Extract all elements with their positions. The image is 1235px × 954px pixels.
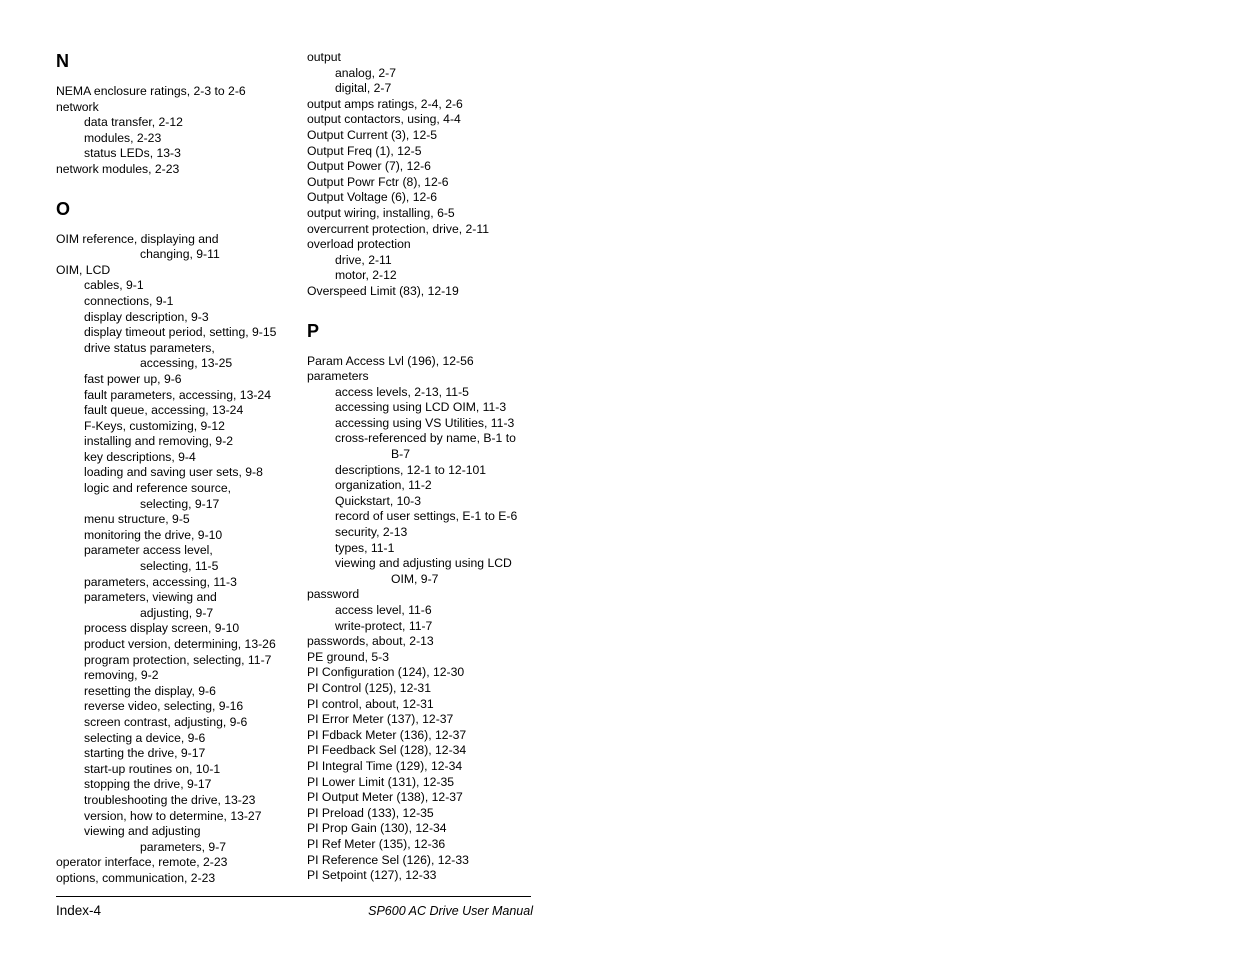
index-subentry: monitoring the drive, 9-10 xyxy=(84,527,223,542)
index-subentry: program protection, selecting, 11-7 xyxy=(84,652,272,667)
index-subentry: Quickstart, 10-3 xyxy=(335,493,422,508)
index-entry: OIM reference, displaying and xyxy=(56,231,219,246)
index-column-left xyxy=(56,50,296,887)
index-entry-continuation: accessing, 13-25 xyxy=(140,356,233,371)
index-entry: PI Ref Meter (135), 12-36 xyxy=(307,836,446,851)
index-subentry: analog, 2-7 xyxy=(335,65,396,80)
index-subentry: modules, 2-23 xyxy=(84,130,162,145)
index-subentry: record of user settings, E-1 to E-6 xyxy=(335,509,518,524)
index-entry: Output Power (7), 12-6 xyxy=(307,159,431,174)
index-entry-continuation: OIM, 9-7 xyxy=(391,571,439,586)
index-entry: overcurrent protection, drive, 2-11 xyxy=(307,221,489,236)
index-subentry: cables, 9-1 xyxy=(84,278,144,293)
page-number: Index-4 xyxy=(56,903,102,918)
index-subentry: organization, 11-2 xyxy=(335,478,432,493)
index-entry: output contactors, using, 4-4 xyxy=(307,112,461,127)
index-subentry: menu structure, 9-5 xyxy=(84,512,190,527)
index-subentry: troubleshooting the drive, 13-23 xyxy=(84,792,256,807)
index-entry: PI Configuration (124), 12-30 xyxy=(307,665,465,680)
index-entry: PI Output Meter (138), 12-37 xyxy=(307,790,463,805)
index-entry-continuation: adjusting, 9-7 xyxy=(140,605,214,620)
index-subentry: display description, 9-3 xyxy=(84,309,209,324)
index-entry: passwords, about, 2-13 xyxy=(307,634,434,649)
index-entry: output xyxy=(307,50,341,64)
index-subentry: accessing using LCD OIM, 11-3 xyxy=(335,400,507,415)
index-subentry: version, how to determine, 13-27 xyxy=(84,808,262,823)
index-subentry: accessing using VS Utilities, 11-3 xyxy=(335,415,515,430)
index-subentry: process display screen, 9-10 xyxy=(84,621,240,636)
index-subentry: security, 2-13 xyxy=(335,525,408,540)
index-subentry: loading and saving user sets, 9-8 xyxy=(84,465,263,480)
index-entry: password xyxy=(307,587,360,602)
index-entry: PI Fdback Meter (136), 12-37 xyxy=(307,727,467,742)
index-entry: PI Setpoint (127), 12-33 xyxy=(307,868,437,883)
index-subentry: status LEDs, 13-3 xyxy=(84,146,181,161)
index-subentry: logic and reference source, xyxy=(84,481,232,496)
index-subentry: parameters, viewing and xyxy=(84,590,217,605)
index-entry: PI Prop Gain (130), 12-34 xyxy=(307,821,447,836)
index-entry-continuation: B-7 xyxy=(391,447,410,462)
index-subentry: viewing and adjusting using LCD xyxy=(335,556,512,571)
index-subentry: display timeout period, setting, 9-15 xyxy=(84,325,277,340)
index-entry: operator interface, remote, 2-23 xyxy=(56,855,228,870)
index-subentry: parameter access level, xyxy=(84,543,213,558)
index-entry: Param Access Lvl (196), 12-56 xyxy=(307,353,474,368)
index-entry: network xyxy=(56,99,99,114)
index-subentry: cross-referenced by name, B-1 to xyxy=(335,431,516,446)
section-letter-p: P xyxy=(307,320,320,341)
index-entry: PI control, about, 12-31 xyxy=(307,696,434,711)
index-entry-continuation: selecting, 11-5 xyxy=(140,559,219,574)
index-entry-continuation: changing, 9-11 xyxy=(140,247,220,262)
index-subentry: viewing and adjusting xyxy=(84,824,201,839)
index-subentry: resetting the display, 9-6 xyxy=(84,683,216,698)
index-subentry: stopping the drive, 9-17 xyxy=(84,777,212,792)
index-subentry: types, 11-1 xyxy=(335,540,395,555)
index-entry: PI Integral Time (129), 12-34 xyxy=(307,758,463,773)
index-subentry: installing and removing, 9-2 xyxy=(84,434,234,449)
index-entry-continuation: parameters, 9-7 xyxy=(140,839,227,854)
index-subentry: parameters, accessing, 11-3 xyxy=(84,574,237,589)
index-subentry: fault queue, accessing, 13-24 xyxy=(84,403,244,418)
index-subentry: drive, 2-11 xyxy=(335,252,392,267)
index-subentry: start-up routines on, 10-1 xyxy=(84,761,221,776)
index-subentry: descriptions, 12-1 to 12-101 xyxy=(335,462,487,477)
index-entry: PI Preload (133), 12-35 xyxy=(307,805,434,820)
index-subentry: fast power up, 9-6 xyxy=(84,371,182,386)
index-entry: PI Reference Sel (126), 12-33 xyxy=(307,852,469,867)
index-entry: Output Powr Fctr (8), 12-6 xyxy=(307,174,449,189)
index-entry: network modules, 2-23 xyxy=(56,161,180,176)
index-entry: PI Control (125), 12-31 xyxy=(307,680,431,695)
index-entry: NEMA enclosure ratings, 2-3 to 2-6 xyxy=(56,84,246,98)
index-subentry: data transfer, 2-12 xyxy=(84,115,183,130)
section-letter-n: N xyxy=(56,51,69,71)
index-entry: Overspeed Limit (83), 12-19 xyxy=(307,283,459,298)
index-subentry: F-Keys, customizing, 9-12 xyxy=(84,418,225,433)
index-entry: PI Feedback Sel (128), 12-34 xyxy=(307,743,467,758)
index-entry-continuation: selecting, 9-17 xyxy=(140,496,220,511)
index-subentry: motor, 2-12 xyxy=(335,268,397,283)
index-subentry: access levels, 2-13, 11-5 xyxy=(335,384,469,399)
index-entry: PI Lower Limit (131), 12-35 xyxy=(307,774,454,789)
index-subentry: screen contrast, adjusting, 9-6 xyxy=(84,714,248,729)
index-entry: Output Current (3), 12-5 xyxy=(307,127,438,142)
index-column-right xyxy=(307,50,547,884)
section-letter-o: O xyxy=(56,198,71,219)
manual-title: SP600 AC Drive User Manual xyxy=(368,904,533,918)
index-subentry: fault parameters, accessing, 13-24 xyxy=(84,387,271,402)
index-subentry: reverse video, selecting, 9-16 xyxy=(84,699,244,714)
index-entry: OIM, LCD xyxy=(56,262,111,277)
index-subentry: drive status parameters, xyxy=(84,340,215,355)
index-entry: output amps ratings, 2-4, 2-6 xyxy=(307,96,463,111)
index-subentry: access level, 11-6 xyxy=(335,603,432,617)
footer-divider xyxy=(56,896,531,897)
index-subentry: write-protect, 11-7 xyxy=(335,618,433,633)
index-subentry: digital, 2-7 xyxy=(335,81,392,96)
index-subentry: connections, 9-1 xyxy=(84,293,174,308)
index-subentry: starting the drive, 9-17 xyxy=(84,746,206,761)
index-entry: Output Voltage (6), 12-6 xyxy=(307,190,438,205)
index-entry: Output Freq (1), 12-5 xyxy=(307,143,422,158)
index-subentry: removing, 9-2 xyxy=(84,668,159,683)
index-entry: overload protection xyxy=(307,237,411,252)
index-entry: parameters xyxy=(307,369,369,384)
index-entry: options, communication, 2-23 xyxy=(56,870,216,885)
index-subentry: product version, determining, 13-26 xyxy=(84,637,276,651)
index-entry: PE ground, 5-3 xyxy=(307,649,389,664)
index-entry: output wiring, installing, 6-5 xyxy=(307,205,455,220)
index-subentry: selecting a device, 9-6 xyxy=(84,730,206,745)
index-entry: PI Error Meter (137), 12-37 xyxy=(307,712,454,727)
index-subentry: key descriptions, 9-4 xyxy=(84,449,196,464)
